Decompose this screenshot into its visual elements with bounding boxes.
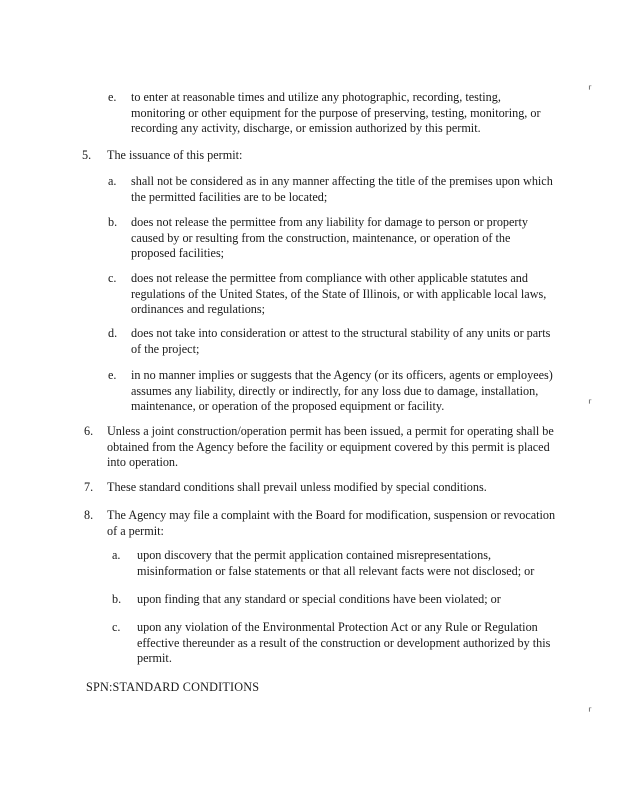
text-line: The issuance of this permit: [107, 148, 243, 162]
item-text [131, 368, 553, 415]
text-line: of a permit: [107, 523, 164, 538]
text-line: recording any activity, discharge, or emission authorized by this permit. [131, 121, 481, 135]
text-line: maintenance, or operation of the proposed equipment or facility. [131, 399, 445, 413]
item-label: 5. [82, 148, 92, 162]
item-label: 7. [84, 480, 94, 494]
text-line: These standard conditions shall prevail unless modified by special conditions. [107, 480, 487, 494]
text-line: upon any violation of the Environmental Protection Act or any Rule or Regulation [137, 620, 538, 634]
text-line: into operation. [107, 455, 179, 469]
text-line: assumes any liability, directly or indirectly, for any loss due to damage, installation, [131, 383, 539, 398]
item-text [137, 592, 501, 608]
item-text [131, 90, 541, 137]
item-label: c. [112, 620, 121, 634]
item-text [107, 148, 242, 164]
item-label: 8. [84, 508, 94, 522]
item-text [131, 174, 553, 205]
item-text [137, 620, 550, 667]
item-text [107, 480, 487, 496]
item-label: e. [108, 368, 117, 382]
text-line: effective thereunder as a result of the construction or development authorized by this [137, 635, 551, 650]
text-line: regulations of the United States, of the State of Illinois, or with applicable local laws, [131, 286, 547, 301]
item-label: 6. [84, 424, 94, 438]
text-line: monitoring or other equipment for the purpose of preserving, testing, monitoring, or [131, 105, 541, 120]
text-line: proposed facilities; [131, 246, 225, 260]
item-label: b. [112, 592, 122, 606]
item-text [107, 424, 554, 471]
scan-mark-icon: ⸢ [588, 399, 593, 411]
text-line: does not take into consideration or attest to the structural stability of any units or parts [131, 326, 551, 340]
item-text [131, 326, 550, 357]
text-line: Unless a joint construction/operation permit has been issued, a permit for operating shall be [107, 424, 554, 438]
text-line: caused by or resulting from the construction, maintenance, or operation of the [131, 230, 511, 245]
item-label: e. [108, 90, 117, 104]
text-line: the permitted facilities are to be located; [131, 189, 328, 204]
item-label: d. [108, 326, 118, 340]
item-label: a. [108, 174, 117, 188]
text-line: ordinances and regulations; [131, 302, 266, 316]
text-line: misinformation or false statements or that all relevant facts were not disclosed; or [137, 563, 535, 578]
text-line: The Agency may file a complaint with the Board for modification, suspension or revocation [107, 508, 556, 522]
item-label: b. [108, 215, 118, 229]
text-line: upon discovery that the permit application contained misrepresentations, [137, 548, 492, 562]
scan-mark-icon: ⸢ [588, 85, 593, 97]
item-label: a. [112, 548, 121, 562]
text-line: does not release the permittee from compliance with other applicable statutes and [131, 271, 528, 285]
scan-mark-icon: ⸢ [588, 707, 593, 719]
text-line: shall not be considered as in any manner affecting the title of the premises upon which [131, 174, 553, 188]
footer-heading: SPN:STANDARD CONDITIONS [86, 680, 260, 694]
text-line: upon finding that any standard or special conditions have been violated; or [137, 592, 501, 606]
text-line: to enter at reasonable times and utilize any photographic, recording, testing, [131, 90, 501, 104]
item-text [131, 271, 546, 318]
item-text [131, 215, 528, 262]
item-label: c. [108, 271, 117, 285]
item-text [137, 548, 534, 579]
text-line: in no manner implies or suggests that the Agency (or its officers, agents or employees) [131, 368, 553, 382]
text-line: does not release the permittee from any liability for damage to person or property [131, 215, 528, 229]
item-text [107, 508, 555, 539]
text-line: of the project; [131, 341, 200, 356]
text-line: obtained from the Agency before the facility or equipment covered by this permit is placed [107, 439, 550, 454]
text-line: permit. [137, 651, 172, 665]
